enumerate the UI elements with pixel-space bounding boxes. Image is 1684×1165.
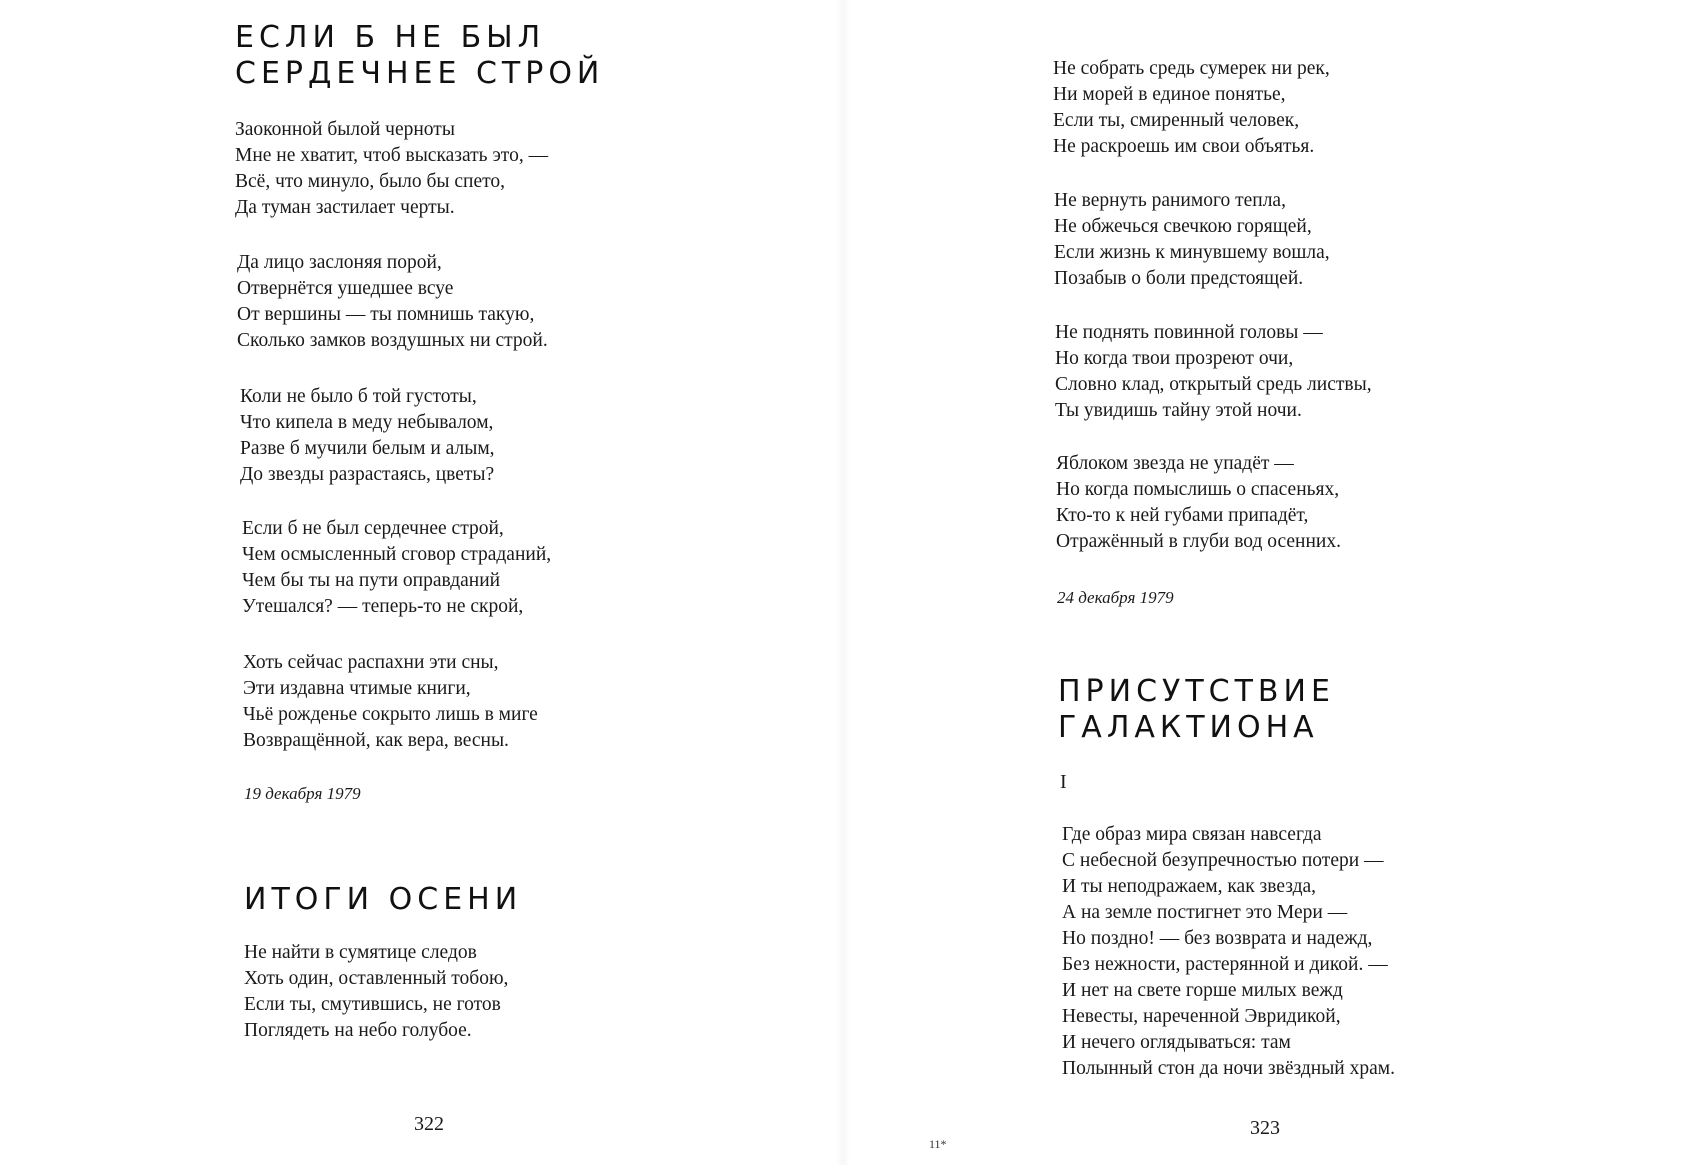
verse-line: Кто-то к ней губами припадёт, <box>1056 505 1309 526</box>
verse-line: Всё, что минуло, было бы спето, <box>235 171 506 192</box>
verse-line: Утешался? — теперь-то не скрой, <box>242 596 524 617</box>
stanza <box>1062 822 1395 1082</box>
verse-line: Но когда твои прозреют очи, <box>1055 348 1294 369</box>
verse-line: Отражённый в глуби вод осенних. <box>1056 531 1341 552</box>
verse-line: Где образ мира связан навсегда <box>1062 824 1322 845</box>
verse-line: И нет на свете горше милых вежд <box>1062 980 1343 1001</box>
verse-line: И ты неподражаем, как звезда, <box>1062 876 1317 897</box>
verse-line: Коли не было б той густоты, <box>240 386 477 407</box>
verse-line: Словно клад, открытый средь листвы, <box>1055 374 1372 395</box>
title-line: СЕРДЕЧНЕЕ СТРОЙ <box>235 56 605 91</box>
verse-line: Если ты, смиренный человек, <box>1053 110 1300 131</box>
verse-line: Не собрать средь сумерек ни рек, <box>1053 58 1330 79</box>
verse-line: Если ты, смутившись, не готов <box>244 994 501 1015</box>
verse-line: Чем бы ты на пути оправданий <box>242 570 501 591</box>
verse-line: Но когда помыслишь о спасеньях, <box>1056 479 1340 500</box>
verse-line: Эти издавна чтимые книги, <box>243 678 471 699</box>
verse-line: Да туман застилает черты. <box>235 197 455 218</box>
verse-line: Позабыв о боли предстоящей. <box>1054 268 1304 289</box>
verse-line: С небесной безупречностью потери — <box>1062 850 1384 871</box>
verse-line: Полынный стон да ночи звёздный храм. <box>1062 1058 1395 1079</box>
right-page <box>842 0 1684 1165</box>
poem-date: 19 декабря 1979 <box>244 784 361 803</box>
verse-line: Если б не был сердечнее строй, <box>242 518 504 539</box>
stanza <box>1053 56 1330 160</box>
stanza <box>237 250 548 354</box>
verse-line: Сколько замков воздушных ни строй. <box>237 330 548 351</box>
section-numeral: I <box>1060 771 1067 793</box>
verse-line: Заоконной былой черноты <box>235 119 455 140</box>
verse-line: Ни морей в единое понятье, <box>1053 84 1286 105</box>
title-line: ЕСЛИ Б НЕ БЫЛ <box>235 20 546 55</box>
verse-line: Не раскроешь им свои объятья. <box>1053 136 1315 157</box>
stanza <box>1056 451 1341 555</box>
verse-line: Возвращённой, как вера, весны. <box>243 730 509 751</box>
stanza <box>240 384 495 488</box>
verse-line: Отвернётся ушедшее всуе <box>237 278 454 299</box>
verse-line: Ты увидишь тайну этой ночи. <box>1055 400 1302 421</box>
verse-line: Не вернуть ранимого тепла, <box>1054 190 1286 211</box>
verse-line: До звезды разрастаясь, цветы? <box>240 464 495 485</box>
stanza <box>244 940 508 1044</box>
verse-line: Да лицо заслоняя порой, <box>237 252 442 273</box>
stanza <box>1054 188 1330 292</box>
stanza <box>1055 320 1372 424</box>
verse-line: Без нежности, растерянной и дикой. — <box>1062 954 1388 975</box>
verse-line: Невесты, нареченной Эвридикой, <box>1062 1006 1341 1027</box>
verse-line: Мне не хватит, чтоб высказать это, — <box>235 145 549 166</box>
poem-title-galaktion-presence <box>1058 674 1335 746</box>
verse-line: От вершины — ты помнишь такую, <box>237 304 535 325</box>
verse-line: Но поздно! — без возврата и надежд, <box>1062 928 1373 949</box>
page-number: 323 <box>1250 1117 1280 1139</box>
verse-line: Яблоком звезда не упадёт — <box>1056 453 1294 474</box>
title-line: ИТОГИ ОСЕНИ <box>244 882 523 917</box>
poem-title-autumn-results <box>244 882 522 918</box>
stanza <box>242 516 551 620</box>
verse-line: Хоть сейчас распахни эти сны, <box>243 652 499 673</box>
poem-date: 24 декабря 1979 <box>1057 588 1174 607</box>
verse-line: Поглядеть на небо голубое. <box>244 1020 472 1041</box>
verse-line: Не поднять повинной головы — <box>1055 322 1323 343</box>
title-line: ПРИСУТСТВИЕ <box>1058 674 1335 709</box>
title-line: ГАЛАКТИОНА <box>1058 710 1319 745</box>
verse-line: А на земле постигнет это Мери — <box>1062 902 1348 923</box>
verse-line: Разве б мучили белым и алым, <box>240 438 495 459</box>
poem-title-if-heart-structure <box>235 20 604 92</box>
stanza <box>243 650 538 754</box>
verse-line: Чьё рожденье сокрыто лишь в миге <box>243 704 538 725</box>
stanza <box>235 117 548 221</box>
printer-signature-mark: 11* <box>929 1137 947 1151</box>
page-number: 322 <box>414 1113 444 1135</box>
verse-line: И нечего оглядываться: там <box>1062 1032 1291 1053</box>
verse-line: Не найти в сумятице следов <box>244 942 477 963</box>
verse-line: Не обжечься свечкою горящей, <box>1054 216 1312 237</box>
verse-line: Чем осмысленный сговор страданий, <box>242 544 552 565</box>
verse-line: Что кипела в меду небывалом, <box>240 412 494 433</box>
verse-line: Хоть один, оставленный тобою, <box>244 968 509 989</box>
verse-line: Если жизнь к минувшему вошла, <box>1054 242 1330 263</box>
